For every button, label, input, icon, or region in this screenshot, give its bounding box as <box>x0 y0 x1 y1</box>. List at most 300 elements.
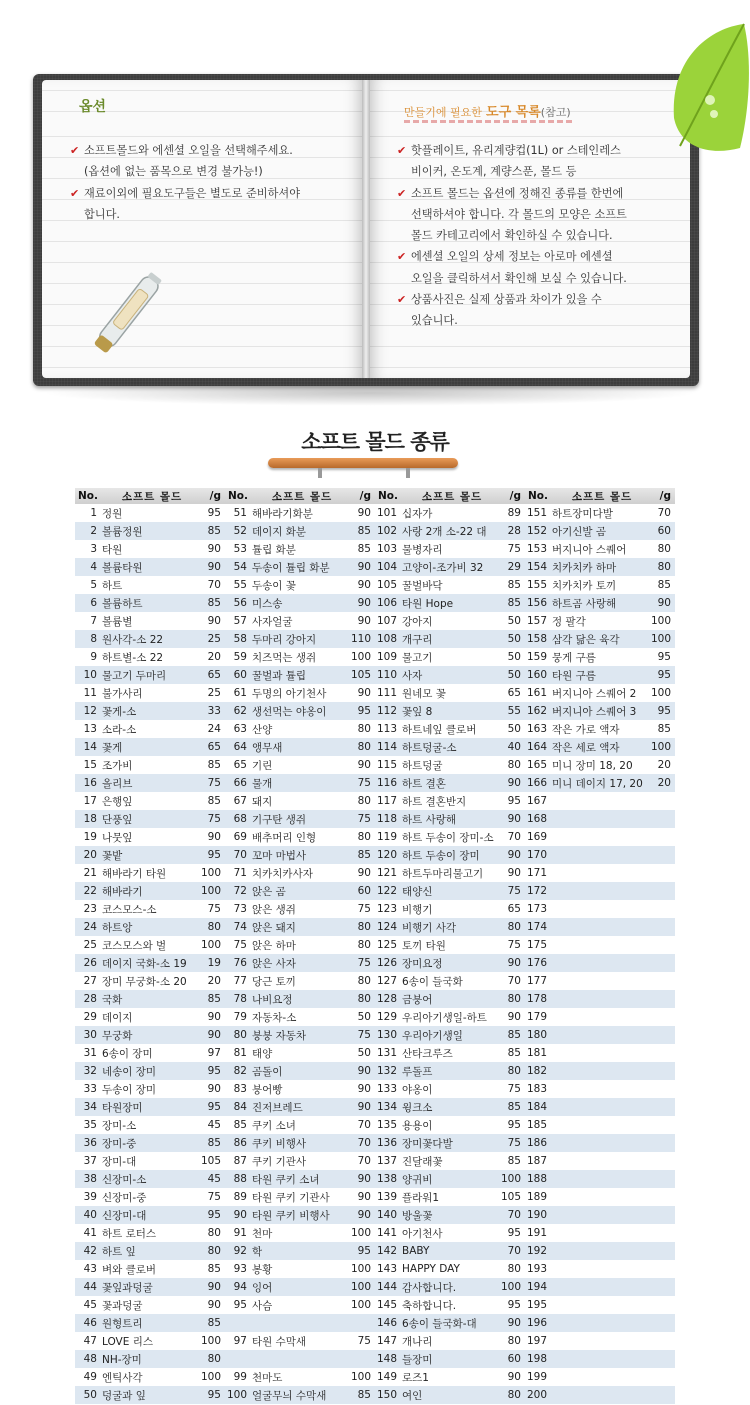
table-row <box>75 720 225 738</box>
cell-grams: 95 <box>657 651 671 663</box>
cell-grams: 85 <box>207 1137 221 1149</box>
cell-name: 앉은 생쥐 <box>252 903 296 916</box>
cell-no: 153 <box>526 543 547 555</box>
table-row <box>525 1296 675 1314</box>
cell-no: 167 <box>526 795 547 807</box>
cell-no: 75 <box>233 939 247 951</box>
cell-grams: 95 <box>657 669 671 681</box>
cell-no: 33 <box>83 1083 97 1095</box>
table-row <box>75 882 225 900</box>
tools-title-suffix: (참고) <box>540 106 571 119</box>
cell-grams: 100 <box>650 741 671 753</box>
cell-no: 151 <box>526 507 547 519</box>
cell-no: 29 <box>83 1011 97 1023</box>
cell-grams: 95 <box>207 1389 221 1401</box>
cell-name: 하트덩굴 <box>402 759 443 772</box>
cell-no: 13 <box>83 723 97 735</box>
cell-grams: 85 <box>357 1389 371 1401</box>
cell-name: 앉은 하마 <box>252 939 296 952</box>
table-row <box>225 1368 375 1386</box>
cell-name: 고양이-조가비 32 <box>402 561 484 574</box>
cell-no: 24 <box>83 921 97 933</box>
table-row <box>75 684 225 702</box>
cell-grams: 75 <box>207 903 221 915</box>
table-row <box>75 1224 225 1242</box>
cell-no: 101 <box>376 507 397 519</box>
table-row <box>75 864 225 882</box>
table-row <box>225 1332 375 1350</box>
cell-grams: 20 <box>657 777 671 789</box>
cell-name: 하트 잎 <box>102 1245 136 1258</box>
cell-no: 129 <box>376 1011 397 1023</box>
cell-grams: 90 <box>357 687 371 699</box>
table-row <box>525 828 675 846</box>
table-row <box>225 882 375 900</box>
cell-grams: 95 <box>207 1065 221 1077</box>
cell-name: 비행기 <box>402 903 433 916</box>
table-row <box>225 612 375 630</box>
cell-no: 90 <box>233 1209 247 1221</box>
cell-grams: 100 <box>350 1299 371 1311</box>
cell-name: 방울꽃 <box>402 1209 433 1222</box>
cell-no: 73 <box>233 903 247 915</box>
cell-no: 138 <box>376 1173 397 1185</box>
cell-name: 장미-중 <box>102 1137 137 1150</box>
table-row <box>525 594 675 612</box>
cell-name: 치카치카사자 <box>252 867 313 880</box>
cell-grams: 105 <box>350 669 371 681</box>
table-row <box>225 756 375 774</box>
table-row <box>225 900 375 918</box>
cell-no: 190 <box>526 1209 547 1221</box>
options-bullet-line: 재료이외에 필요도구들은 별도로 준비하셔야 <box>84 186 301 200</box>
cell-no: 118 <box>376 813 397 825</box>
cell-no: 134 <box>376 1101 397 1113</box>
cell-grams: 70 <box>507 975 521 987</box>
cell-grams: 90 <box>207 561 221 573</box>
table-row <box>525 1134 675 1152</box>
cell-grams: 50 <box>357 1011 371 1023</box>
cell-name: 타원장미 <box>102 1101 143 1114</box>
table-header <box>375 487 525 504</box>
cell-grams: 100 <box>650 687 671 699</box>
cell-no: 161 <box>526 687 547 699</box>
table-row <box>375 594 525 612</box>
cell-grams: 85 <box>507 1155 521 1167</box>
cell-grams: 90 <box>507 1011 521 1023</box>
cell-name: 버지니아 스퀘어 3 <box>552 705 637 718</box>
cell-name: 붕어빵 <box>252 1083 283 1096</box>
cell-grams: 90 <box>357 867 371 879</box>
cell-no: 18 <box>83 813 97 825</box>
table-row <box>375 504 525 522</box>
cell-grams: 75 <box>357 957 371 969</box>
cell-name: 장미요정 <box>402 957 443 970</box>
cell-name: 조가비 <box>102 759 133 772</box>
cell-no: 155 <box>526 579 547 591</box>
cell-grams: 90 <box>357 615 371 627</box>
table-row <box>75 954 225 972</box>
tools-title-underline <box>404 120 574 123</box>
cell-no: 144 <box>376 1281 397 1293</box>
cell-grams: 95 <box>207 1101 221 1113</box>
cell-name: 태양 <box>252 1047 273 1060</box>
table-row <box>225 810 375 828</box>
cell-grams: 85 <box>507 597 521 609</box>
table-row <box>75 1134 225 1152</box>
table-row <box>75 504 225 522</box>
cell-name: 진달래꽃 <box>402 1155 443 1168</box>
cell-name: 신장미-중 <box>102 1191 147 1204</box>
cell-name: 원네모 꽃 <box>402 687 446 700</box>
cell-grams: 40 <box>507 741 521 753</box>
cell-no: 132 <box>376 1065 397 1077</box>
cell-no: 82 <box>233 1065 247 1077</box>
table-row <box>525 1044 675 1062</box>
table-row <box>375 558 525 576</box>
cell-name: 두송이 장미 <box>102 1083 157 1096</box>
cell-grams: 100 <box>200 939 221 951</box>
notebook-left-page <box>42 80 364 378</box>
cell-name: 소라-소 <box>102 723 137 736</box>
cell-no: 52 <box>233 525 247 537</box>
table-row <box>375 1062 525 1080</box>
cell-name: 6송이 들국화-대 <box>402 1317 477 1330</box>
check-icon: ✔ <box>397 250 407 264</box>
cell-grams: 85 <box>207 759 221 771</box>
cell-grams: 90 <box>507 867 521 879</box>
table-row <box>75 1314 225 1332</box>
cell-grams: 90 <box>207 1281 221 1293</box>
cell-name: 신장미-소 <box>102 1173 147 1186</box>
table-row <box>525 774 675 792</box>
table-header <box>75 487 225 504</box>
cell-name: 잉어 <box>252 1281 273 1294</box>
cell-grams: 90 <box>357 1101 371 1113</box>
cell-no: 174 <box>526 921 547 933</box>
cell-grams: 90 <box>657 597 671 609</box>
cell-name: 장미꽃다발 <box>402 1137 453 1150</box>
green-leaf-icon <box>640 18 750 158</box>
cell-name: 볼륨정원 <box>102 525 143 538</box>
cell-no: 184 <box>526 1101 547 1113</box>
table-row <box>75 1170 225 1188</box>
cell-name: 두송이 꽃 <box>252 579 296 592</box>
cell-name: 정원 <box>102 507 123 520</box>
cell-grams: 90 <box>507 1371 521 1383</box>
cell-no: 193 <box>526 1263 547 1275</box>
cell-no: 140 <box>376 1209 397 1221</box>
cell-no: 154 <box>526 561 547 573</box>
header-name: 소프트 몰드 <box>121 490 183 503</box>
cell-name: 원사각-소 22 <box>102 633 164 646</box>
cell-grams: 100 <box>500 1173 521 1185</box>
cell-no: 168 <box>526 813 547 825</box>
cell-name: 튤립 화분 <box>252 543 296 556</box>
table-row <box>525 1332 675 1350</box>
cell-name: 사자 <box>402 669 423 682</box>
notebook-spine <box>362 80 370 378</box>
cell-grams: 75 <box>357 1335 371 1347</box>
cell-grams: 90 <box>357 1173 371 1185</box>
cell-grams: 80 <box>357 831 371 843</box>
table-row <box>225 1188 375 1206</box>
cell-name: 6송이 들국화 <box>402 975 463 988</box>
cell-grams: 90 <box>357 1209 371 1221</box>
cell-no: 48 <box>83 1353 97 1365</box>
cell-no: 37 <box>83 1155 97 1167</box>
cell-name: 두명의 아기천사 <box>252 687 327 700</box>
cell-grams: 85 <box>657 579 671 591</box>
table-row <box>525 1008 675 1026</box>
cell-name: 얼굴무늬 수막새 <box>252 1389 327 1402</box>
cell-name: 하트 두송이 장미 <box>402 849 480 862</box>
table-row <box>375 720 525 738</box>
table-row <box>375 630 525 648</box>
cell-no: 165 <box>526 759 547 771</box>
cell-name: 로즈1 <box>402 1371 429 1384</box>
cell-no: 117 <box>376 795 397 807</box>
cell-no: 169 <box>526 831 547 843</box>
cell-no: 136 <box>376 1137 397 1149</box>
tools-bullet-list <box>397 140 685 332</box>
cell-name: 하트곰 사랑해 <box>552 597 617 610</box>
cell-grams: 85 <box>357 849 371 861</box>
tools-bullet-line: 핫플레이트, 유리계량컵(1L) or 스테인레스 <box>411 144 621 157</box>
cell-grams: 95 <box>207 849 221 861</box>
cell-no: 83 <box>233 1083 247 1095</box>
cell-name: 윙크소 <box>402 1101 433 1114</box>
cell-grams: 80 <box>657 543 671 555</box>
cell-name: 벼와 클로버 <box>102 1263 157 1276</box>
table-row <box>75 1188 225 1206</box>
table-row <box>375 522 525 540</box>
cell-grams: 95 <box>207 1209 221 1221</box>
cell-name: 하트 사랑해 <box>402 813 457 826</box>
cell-no: 125 <box>376 939 397 951</box>
cell-name: 사자얼굴 <box>252 615 293 628</box>
cell-no: 179 <box>526 1011 547 1023</box>
cell-name: 아기신발 곰 <box>552 525 607 538</box>
cell-grams: 100 <box>650 615 671 627</box>
cell-no: 177 <box>526 975 547 987</box>
table-row <box>525 630 675 648</box>
cell-grams: 90 <box>507 777 521 789</box>
cell-no: 131 <box>376 1047 397 1059</box>
options-bullet-line: (옵션에 없는 품목으로 변경 불가능!) <box>84 165 263 179</box>
tools-title-bold: 도구 목록 <box>486 105 541 120</box>
cell-name: 타원 쿠키 기관사 <box>252 1191 330 1204</box>
cell-no: 110 <box>376 669 397 681</box>
cell-no: 126 <box>376 957 397 969</box>
cell-name: 양귀비 <box>402 1173 433 1186</box>
cell-name: 산양 <box>252 723 273 736</box>
cell-grams: 95 <box>207 507 221 519</box>
table-row <box>525 522 675 540</box>
cell-grams: 70 <box>357 1137 371 1149</box>
cell-grams: 100 <box>350 651 371 663</box>
cell-no: 66 <box>233 777 247 789</box>
table-row <box>225 1116 375 1134</box>
cell-grams: 100 <box>200 885 221 897</box>
cell-no: 54 <box>233 561 247 573</box>
table-row <box>525 936 675 954</box>
table-row <box>375 1206 525 1224</box>
cell-name: 곰돌이 <box>252 1065 283 1078</box>
cell-no: 105 <box>376 579 397 591</box>
cell-no: 59 <box>233 651 247 663</box>
header-name: 소프트 몰드 <box>571 490 633 503</box>
cell-no: 108 <box>376 633 397 645</box>
cell-grams: 80 <box>657 561 671 573</box>
check-icon: ✔ <box>397 293 407 307</box>
cell-no: 124 <box>376 921 397 933</box>
cell-no: 74 <box>233 921 247 933</box>
cell-name: 치카치카 토끼 <box>552 579 617 592</box>
cell-name: 해바라기 타원 <box>102 867 167 880</box>
cell-name: 물개 <box>252 777 273 790</box>
cell-no: 123 <box>376 903 397 915</box>
cell-grams: 60 <box>657 525 671 537</box>
cell-name: 치즈먹는 생쥐 <box>252 651 317 664</box>
cell-no: 21 <box>83 867 97 879</box>
cell-grams: 60 <box>357 885 371 897</box>
cell-grams: 70 <box>507 1209 521 1221</box>
cell-no: 70 <box>233 849 247 861</box>
table-row <box>525 1026 675 1044</box>
cell-name: 해바라기 <box>102 885 143 898</box>
table-row <box>525 612 675 630</box>
cell-grams: 80 <box>207 1227 221 1239</box>
cell-grams: 70 <box>507 1245 521 1257</box>
cell-name: 무궁화 <box>102 1029 133 1042</box>
cell-name: 작은 가로 액자 <box>552 723 620 736</box>
shelf-peg <box>406 468 410 478</box>
table-row <box>225 990 375 1008</box>
table-row <box>375 954 525 972</box>
cell-no: 4 <box>90 561 97 573</box>
cell-name: 비행기 사각 <box>402 921 457 934</box>
table-row <box>225 720 375 738</box>
cell-name: 하트 결혼반지 <box>402 795 467 808</box>
tools-bullet-line: 비이커, 온도계, 계량스푼, 몰드 등 <box>411 165 577 179</box>
cell-name: 강아지 <box>402 615 433 628</box>
table-row <box>375 756 525 774</box>
cell-name: 쿠키 기관사 <box>252 1155 307 1168</box>
table-row <box>525 1062 675 1080</box>
cell-name: 볼륨타원 <box>102 561 143 574</box>
table-row <box>75 936 225 954</box>
cell-no: 148 <box>376 1353 397 1365</box>
cell-no: 191 <box>526 1227 547 1239</box>
cell-grams: 50 <box>507 651 521 663</box>
options-bullet-line: 합니다. <box>84 207 120 221</box>
cell-name: 꼬마 마법사 <box>252 849 307 862</box>
header-grams: /g <box>509 490 521 502</box>
table-row <box>225 1008 375 1026</box>
table-row <box>225 738 375 756</box>
cell-grams: 85 <box>207 1317 221 1329</box>
cell-no: 67 <box>233 795 247 807</box>
table-row <box>225 846 375 864</box>
cell-no: 16 <box>83 777 97 789</box>
table-row <box>375 792 525 810</box>
cell-name: 산타크루즈 <box>402 1047 453 1060</box>
table-row <box>225 1260 375 1278</box>
table-row <box>225 1152 375 1170</box>
cell-grams: 97 <box>207 1047 221 1059</box>
table-row <box>525 576 675 594</box>
cell-no: 104 <box>376 561 397 573</box>
cell-name: 타원 구름 <box>552 669 596 682</box>
header-no: No. <box>378 490 398 502</box>
cell-name: 물고기 두마리 <box>102 669 167 682</box>
cell-grams: 90 <box>207 1299 221 1311</box>
cell-no: 133 <box>376 1083 397 1095</box>
cell-no: 14 <box>83 741 97 753</box>
cell-name: 6송이 장미 <box>102 1047 153 1060</box>
table-row <box>225 1296 375 1314</box>
tools-bullet-line: 소프트 몰드는 옵션에 정해진 종류를 한번에 <box>411 186 624 200</box>
cell-grams: 85 <box>207 525 221 537</box>
cell-no: 127 <box>376 975 397 987</box>
options-title: 옵션 <box>79 96 106 116</box>
table-row <box>525 972 675 990</box>
cell-no: 121 <box>376 867 397 879</box>
table-row <box>75 1152 225 1170</box>
tools-bullet <box>397 183 685 247</box>
cell-name: 우리아기생일-하트 <box>402 1011 487 1024</box>
cell-no: 58 <box>233 633 247 645</box>
cell-name: 네송이 장미 <box>102 1065 157 1078</box>
cell-no: 182 <box>526 1065 547 1077</box>
table-row <box>75 1278 225 1296</box>
cell-name: 정 팔각 <box>552 615 586 628</box>
cell-no: 189 <box>526 1191 547 1203</box>
table-row <box>375 1044 525 1062</box>
table-row <box>525 846 675 864</box>
table-row <box>225 774 375 792</box>
cell-name: 배추머리 인형 <box>252 831 317 844</box>
cell-grams: 95 <box>357 705 371 717</box>
cell-name: 꿀벌과 튤립 <box>252 669 307 682</box>
table-row <box>375 1368 525 1386</box>
cell-no: 119 <box>376 831 397 843</box>
title-shelf <box>268 458 458 468</box>
table-row <box>375 774 525 792</box>
cell-no: 85 <box>233 1119 247 1131</box>
cell-grams: 33 <box>207 705 221 717</box>
cell-grams: 20 <box>657 759 671 771</box>
table-row <box>75 1350 225 1368</box>
cell-grams: 75 <box>507 543 521 555</box>
cell-no: 76 <box>233 957 247 969</box>
table-row <box>75 522 225 540</box>
cell-name: 타원 쿠키 비행사 <box>252 1209 330 1222</box>
table-row <box>75 810 225 828</box>
cell-name: 야옹이 <box>402 1083 433 1096</box>
cell-no: 7 <box>90 615 97 627</box>
cell-name: 천마 <box>252 1227 273 1240</box>
cell-no: 32 <box>83 1065 97 1077</box>
table-row <box>75 1332 225 1350</box>
table-row <box>75 1008 225 1026</box>
header-no: No. <box>228 490 248 502</box>
cell-no: 61 <box>233 687 247 699</box>
table-row <box>225 594 375 612</box>
cell-no: 185 <box>526 1119 547 1131</box>
cell-no: 130 <box>376 1029 397 1041</box>
